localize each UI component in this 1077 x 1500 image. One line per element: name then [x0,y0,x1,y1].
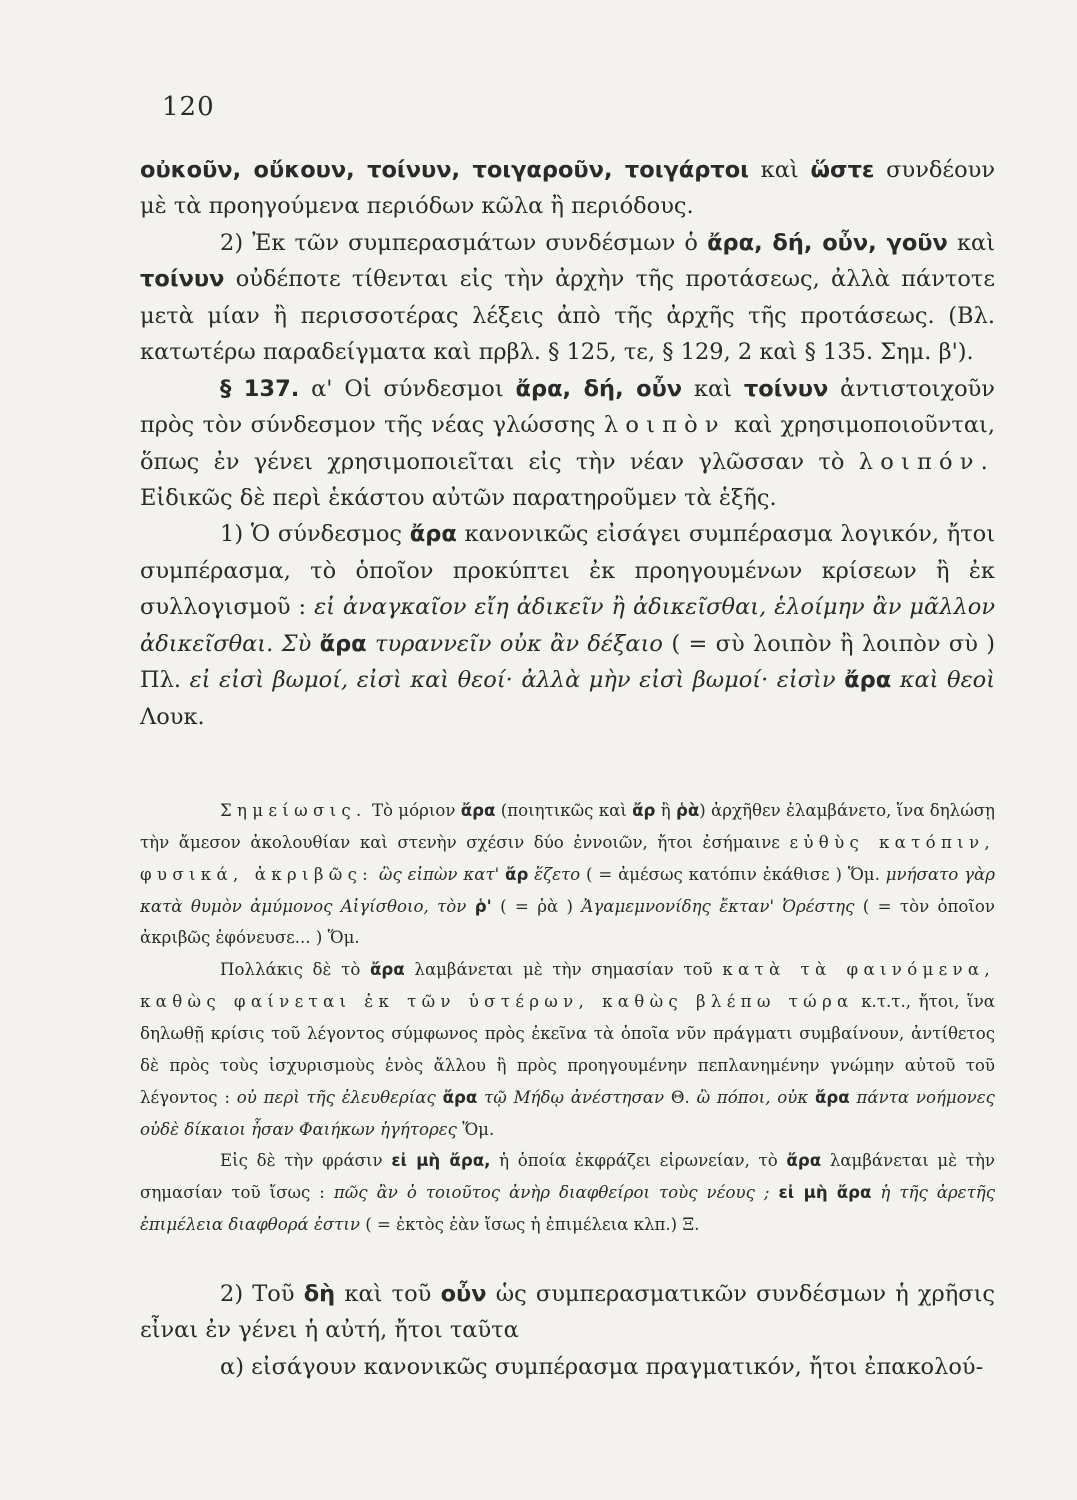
note-paragraph-1: Σημείωσις. Τὸ μόριον ἄρα (ποιητικῶς καὶ ἄρ ἢ ῥὰ) ἀρχῆθεν ἐλαμβάνετο, ἵνα δηλώσῃ τὴν ἄμεσον ἀκολουθίαν καὶ στενὴν σχέσιν δύο ἐννοιῶν, ἤτοι ἐσήμαινε εὐθὺς κατόπιν, φυσικά, ἀκριβῶς: ὣς εἰπὼν κατ' ἄρ ἕζετο ( = ἀμέσως κατόπιν ἐκάθισε ) Ὅμ. μνήσατο γὰρ κατὰ θυμὸν ἀμύμονος Αἰγίσθοιο, τὸν ῥ' ( = ῥὰ ) Ἀγαμεμνονίδης ἔκταν' Ὀρέστης ( = τὸν ὁποῖον ἀκριβῶς ἐφόνευσε... ) Ὅμ. [140,801,996,948]
note-paragraph-3: Εἰς δὲ τὴν φράσιν εἰ μὴ ἄρα, ἡ ὁποία ἐκφράζει εἰρωνείαν, τὸ ἄρα λαμβάνεται μὲ τὴν σημασίαν τοῦ ἴσως : πῶς ἂν ὁ τοιοῦτος ἀνὴρ διαφθείροι τοὺς νέους ; εἰ μὴ ἄρα ἡ τῆς ἀρετῆς ἐπιμέλεια διαφθορά ἐστιν ( = ἐκτὸς ἐὰν ἴσως ἡ ἐπιμέλεια κλπ.) Ξ. [140,1151,996,1235]
paragraph-2: 2) Ἐκ τῶν συμπερασμάτων συνδέσμων ὁ ἄρα, δή, οὖν, γοῦν καὶ τοίνυν οὐδέποτε τίθενται εἰς τὴν ἀρχὴν τῆς προτάσεως, ἀλλὰ πάντοτε μετὰ μίαν ἢ περισσοτέρας λέξεις ἀπὸ τῆς ἀρχῆς τῆς προτάσεως. (Βλ. κατωτέρω παραδείγματα καὶ πρβλ. § 125, τε, § 129, 2 καὶ § 135. Σημ. β'). [140,229,996,366]
note-paragraph-2: Πολλάκις δὲ τὸ ἄρα λαμβάνεται μὲ τὴν σημασίαν τοῦ κατὰ τὰ φαινόμενα, καθὼς φαίνεται ἐκ τῶν ὑστέρων, καθὼς βλέπω τώρα κ.τ.τ., ἤτοι, ἵνα δηλωθῇ κρίσις τοῦ λέγοντος σύμφωνος πρὸς ἐκεῖνα τὰ ὁποῖα νῦν πράγματι συμβαίνουν, ἀντίθετος δὲ πρὸς τοὺς ἰσχυρισμοὺς ἑνὸς ἄλλου ἢ πρὸς προηγουμένην πεπλανημένην γνώμην αὐτοῦ τοῦ λέγοντος : οὐ περὶ τῆς ἐλευθερίας ἄρα τῷ Μήδῳ ἀνέστησαν Θ. ὢ πόποι, οὐκ ἄρα πάντα νοήμονες οὐδὲ δίκαιοι ἦσαν Φαιήκων ἡγήτορες Ὅμ. [140,960,996,1139]
section-137: § 137. α' Οἱ σύνδεσμοι ἄρα, δή, οὖν καὶ τοίνυν ἀντιστοιχοῦν πρὸς τὸν σύνδεσμον τῆς νέας γλώσσης λοιπὸν καὶ χρησιμοποιοῦνται, ὅπως ἐν γένει χρησιμοποιεῖται εἰς τὴν νέαν γλῶσσαν τὸ λοιπόν. Εἰδικῶς δὲ περὶ ἑκάστου αὐτῶν παρατηροῦμεν τὰ ἑξῆς. [140,375,995,511]
note-block [140,795,995,1241]
main-text-lower [140,1276,995,1385]
note-label: Σημείωσις. [220,801,367,820]
paragraph-ara: 1) Ὁ σύνδεσμος ἄρα κανονικῶς εἰσάγει συμπέρασμα λογικόν, ἤτοι συμπέρασμα, τὸ ὁποῖον προκύπτει ἐκ προηγουμένων κρίσεων ἢ ἐκ συλλογισμοῦ : εἰ ἀναγκαῖον εἴη ἀδικεῖν ἢ ἀδικεῖσθαι, ἑλοίμην ἂν μᾶλλον ἀδικεῖσθαι. Σὺ ἄρα τυραννεῖν οὐκ ἂν δέξαιο ( = σὺ λοιπὸν ἢ λοιπὸν σὺ ) Πλ. εἰ εἰσὶ βωμοί, εἰσὶ καὶ θεοί· ἀλλὰ μὴν εἰσὶ βωμοί· εἰσὶν ἄρα καὶ θεοὶ Λουκ. [140,521,996,730]
paragraph-de-oun: 2) Τοῦ δὴ καὶ τοῦ οὖν ὡς συμπερασματικῶν συνδέσμων ἡ χρῆσις εἶναι ἐν γένει ἡ αὐτή, ἤτοι ταῦτα [140,1281,996,1344]
conjunction-hoste: ὥστε [810,157,875,183]
paragraph-alpha: α) εἰσάγουν κανονικῶς συμπέρασμα πραγματικόν, ἤτοι ἐπακολού- [220,1353,984,1380]
page-number: 120 [162,92,215,122]
paragraph-continuation: οὐκοῦν, οὔκουν, τοίνυν, τοιγαροῦν, τοιγάρτοι καὶ ὥστε συνδέουν μὲ τὰ προηγούμενα περιόδων κῶλα ἢ περιόδους. [140,157,995,220]
conjunction-list: οὐκοῦν, οὔκουν, τοίνυν, τοιγαροῦν, τοιγάρτοι [140,157,749,183]
main-text-upper [140,152,995,735]
section-number: § 137. [220,375,300,402]
